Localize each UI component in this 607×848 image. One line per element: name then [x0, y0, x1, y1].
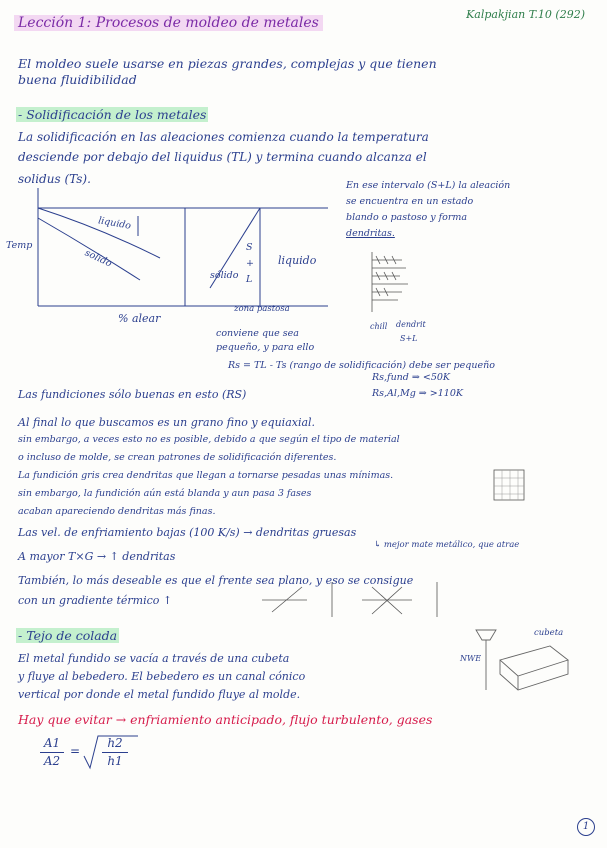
colada-warning: Hay que evitar → enfriamiento anticipado, flujo turbulento, gases [18, 712, 433, 727]
fund-paragraph-6: acaban apareciendo dendritas más finas. [18, 506, 216, 517]
formula-lhs-den: A2 [43, 754, 61, 768]
solid-paragraph-1: La solidificación en las aleaciones comienza cuando la temperatura [18, 130, 429, 144]
cooling-note: ↳ mejor mate metálico, que atrae [374, 540, 520, 550]
section-heading-colada [16, 628, 119, 643]
fund-paragraph-1: Al final lo que buscamos es un grano fino y equiaxial. [18, 416, 316, 429]
graph-liquid-label: liquido [278, 254, 317, 267]
graph-liquido-curve-label: liquido [97, 215, 132, 232]
section-heading-solidificacion [16, 107, 208, 122]
sketch-nwe-label: NWE [460, 654, 482, 663]
colada-paragraph-1: El metal fundido se vacía a través de una cubeta [18, 652, 290, 665]
fund-rs-2: Rs,Al,Mg ⇒ >110K [372, 388, 463, 399]
sketch-cubeta-label: cubeta [534, 628, 564, 638]
page-number: 1 [577, 818, 595, 836]
colada-paragraph-2: y fluye al bebedero. El bebedero es un canal cónico [18, 670, 306, 683]
fund-line-1: Las fundiciones sólo buenas en esto (RS) [18, 388, 247, 401]
formula-rhs-num: h2 [107, 736, 123, 750]
cooling-line-1: Las vel. de enfriamiento bajas (100 K/s) → dendritas gruesas [18, 526, 357, 539]
fund-paragraph-2: sin embargo, a veces esto no es posible, debido a que según el tipo de material [18, 434, 400, 445]
intro-line-2: buena fluidibilidad [18, 72, 137, 87]
graph-x-label: % alear [118, 312, 161, 325]
fund-paragraph-3: o incluso de molde, se crean patrones de solidificación diferentes. [18, 452, 337, 463]
formula-rhs-bar [102, 752, 128, 753]
fund-paragraph-4: La fundición gris crea dendritas que llegan a tornarse pesadas unas mínimas. [18, 470, 394, 481]
fund-rs-1: Rs,fund ⇒ <50K [372, 372, 451, 383]
sketch-chill-label: chill [370, 322, 388, 331]
formula-lhs-bar [40, 752, 64, 753]
dendrite-sketch [362, 252, 432, 322]
graph-solido-curve-label: solido [83, 247, 114, 270]
side-note-3: blando o pastoso y forma [346, 212, 468, 223]
side-note-4: dendritas. [346, 228, 395, 239]
solid-paragraph-3: solidus (Ts). [18, 172, 91, 186]
reference-note: Kalpakjian T.10 (292) [466, 8, 585, 21]
fund-paragraph-8: con un gradiente térmico ↑ [18, 594, 173, 607]
conviene-line-1: conviene que sea [216, 328, 299, 339]
sketch-dendrit-label: dendrit [396, 320, 426, 329]
conviene-line-2: pequeño, y para ello [216, 342, 315, 353]
lesson-title: Lección 1: Procesos de moldeo de metales [14, 15, 323, 31]
graph-zona-pastosa-label: zona pastosa [234, 304, 290, 314]
solid-paragraph-2: desciende por debajo del liquidus (TL) y termina cuando alcanza el [18, 150, 427, 164]
sketch-sl-label: S+L [400, 334, 418, 343]
graph-solid-region-label: sólido [210, 270, 239, 281]
fund-paragraph-7: También, lo más deseable es que el frente sea plano, y eso se consigue [18, 574, 414, 587]
side-note-2: se encuentra en un estado [346, 196, 474, 207]
side-note-1: En ese intervalo (S+L) la aleación [346, 180, 511, 191]
fund-paragraph-5: sin embargo, la fundición aún está blanda y aun pasa 3 fases [18, 488, 312, 499]
graph-s-label: S [246, 242, 253, 253]
formula-lhs-num: A1 [43, 736, 61, 750]
formula-rhs-den: h1 [107, 754, 123, 768]
cooling-line-2: A mayor T×G → ↑ dendritas [18, 550, 176, 563]
rs-formula: Rs = TL - Ts (rango de solidificación) debe ser pequeño [228, 360, 495, 371]
section-heading-text: - Solidificación de los metales [18, 107, 207, 122]
graph-plus-label: + [246, 258, 254, 269]
grain-sketch [492, 468, 528, 504]
graph-y-label: Temp [6, 240, 33, 251]
intro-line-1: El moldeo suele usarse en piezas grandes, complejas y que tienen [18, 56, 437, 71]
colada-heading-text: - Tejo de colada [18, 628, 118, 643]
formula-eq: = [70, 744, 81, 758]
colada-paragraph-3: vertical por donde el metal fundido fluye al molde. [18, 688, 301, 701]
gradient-sketches [262, 582, 462, 622]
graph-l-label: L [246, 274, 253, 285]
